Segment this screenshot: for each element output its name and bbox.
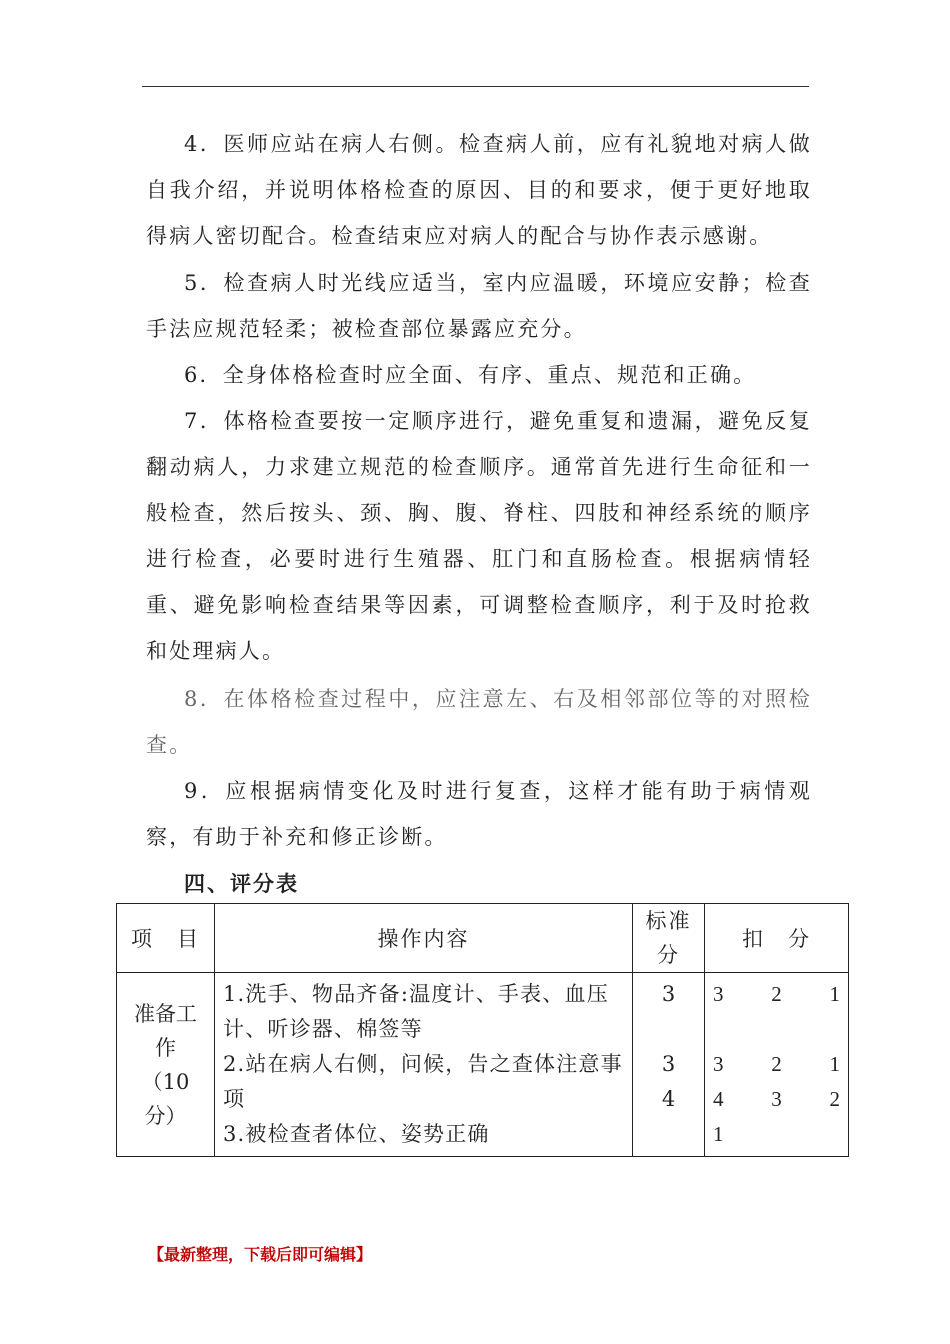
table-row (117, 973, 849, 1157)
paragraph-9: 9．应根据病情变化及时进行复查，这样才能有助于病情观察，有助于补充和修正诊断。 (146, 779, 812, 849)
paragraph-7: 7．体格检查要按一定顺序进行，避免重复和遗漏，避免反复翻动病人，力求建立规范的检查顺序。通常首先进行生命征和一般检查，然后按头、颈、胸、腹、脊柱、四肢和神经系统的顺序进行检查，必要时进行生殖器、肛门和直肠检查。根据病情轻重、避免影响检查结果等因素，可调整检查顺序，利于及时抢救和处理病人。 (146, 409, 812, 663)
row-project: 准备工 作 （10 分） (117, 973, 215, 1157)
header-standard: 标准 分 (633, 904, 705, 973)
score-table (116, 903, 849, 1157)
list-item: 1.洗手、物品齐备:温度计、手表、血压计、听诊器、棉签等 (223, 982, 609, 1041)
paragraph-4: 4．医师应站在病人右侧。检查病人前，应有礼貌地对病人做自我介绍，并说明体格检查的原因、目的和要求，便于更好地取得病人密切配合。检查结束应对病人的配合与协作表示感谢。 (146, 132, 812, 248)
row-deductions: 3 2 1 3 2 1 4 3 2 1 (705, 973, 849, 1157)
footer-note: 【最新整理，下载后即可编辑】 (148, 1245, 373, 1264)
row-standard-scores: 3 3 4 (633, 973, 705, 1157)
table-header-row (117, 904, 849, 973)
paragraph-6: 6．全身体格检查时应全面、有序、重点、规范和正确。 (184, 363, 757, 387)
header-deduction: 扣 分 (705, 904, 849, 973)
list-item: 2.站在病人右侧，问候，告之查体注意事项 (223, 1052, 623, 1111)
section-heading: 四、评分表 (184, 871, 299, 896)
header-rule (142, 86, 809, 87)
row-items (215, 973, 633, 1157)
header-project: 项 目 (117, 904, 215, 973)
list-item: 3.被检查者体位、姿势正确 (223, 1122, 490, 1146)
paragraph-8: 8．在体格检查过程中，应注意左、右及相邻部位等的对照检查。 (146, 687, 812, 757)
header-content: 操作内容 (215, 904, 633, 973)
paragraph-5: 5．检查病人时光线应适当，室内应温暖，环境应安静；检查手法应规范轻柔；被检查部位暴露应充分。 (146, 271, 812, 341)
